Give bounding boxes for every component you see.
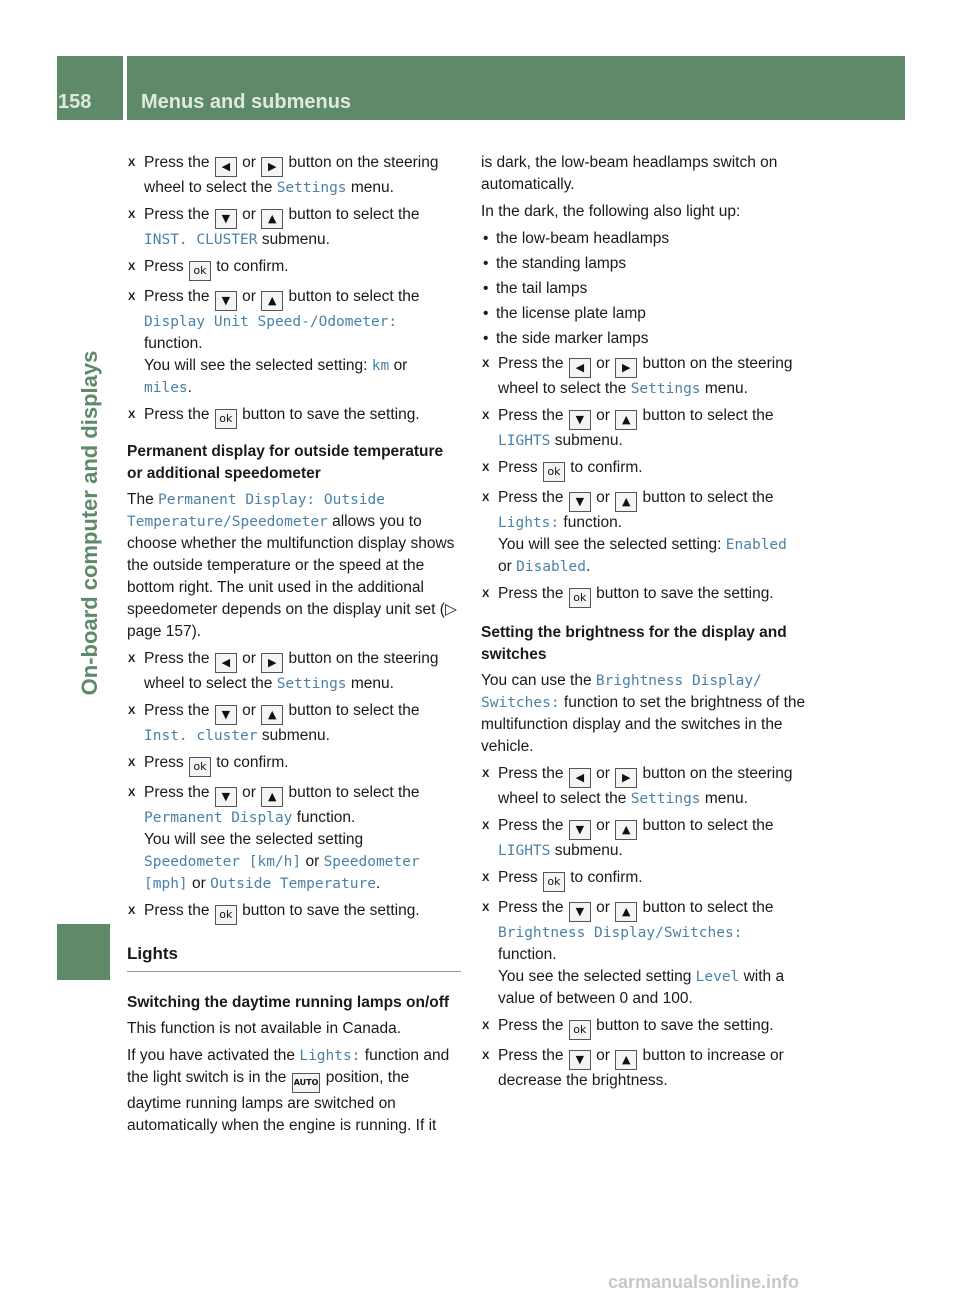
up-key-icon: ▲ [261, 209, 283, 229]
step-marker-icon: X [482, 358, 490, 370]
bullet-icon: • [483, 280, 489, 297]
submenu-name: INST. CLUSTER [144, 232, 258, 248]
function-name: Display Unit Speed-/Odometer: [144, 314, 398, 330]
section-title-lights: Lights [127, 943, 461, 972]
step: X Press the ▼ or ▲ button to select the Permanent Display function. You will see the selected setting Speedometer [km/h] or Speedometer [mph] or Outside Temperature. [128, 784, 420, 892]
left-key-icon: ◀ [569, 768, 591, 788]
up-key-icon: ▲ [261, 705, 283, 725]
paragraph: The Permanent Display: Outside Temperature/Speedometer allows you to choose whether the multifunction display shows the outside temperature or the speed at the bottom right. The unit used in the additional speedometer depends on the display unit set (▷ page 157). [127, 491, 457, 640]
step: X Press the ok button to save the setting. [481, 583, 815, 608]
up-key-icon: ▲ [615, 492, 637, 512]
auto-switch-icon: AUTO [292, 1073, 321, 1093]
up-key-icon: ▲ [615, 410, 637, 430]
step-marker-icon: X [482, 588, 490, 600]
ok-key-icon: ok [569, 1020, 591, 1040]
step-marker-icon: X [128, 787, 136, 799]
down-key-icon: ▼ [569, 492, 591, 512]
step-marker-icon: X [128, 409, 136, 421]
ok-key-icon: ok [543, 872, 565, 892]
step: X Press the ▼ or ▲ button to select the Lights: function. You will see the selected setting: Enabled or Disabled. [482, 489, 787, 575]
bullet-icon: • [483, 230, 489, 247]
bullet-icon: • [483, 255, 489, 272]
right-key-icon: ▶ [615, 358, 637, 378]
step-marker-icon: X [128, 705, 136, 717]
step: X Press the ok button to save the setting. [481, 1015, 815, 1040]
section-heading: Setting the brightness for the display and switches [481, 624, 787, 663]
header-bar [127, 56, 905, 120]
down-key-icon: ▼ [569, 902, 591, 922]
step-marker-icon: X [482, 820, 490, 832]
step: X Press ok to confirm. [127, 256, 461, 281]
down-key-icon: ▼ [215, 209, 237, 229]
paragraph: If you have activated the Lights: function and the light switch is in the AUTO position, the daytime running lamps are switched on automatically when the engine is running. If it [127, 1047, 450, 1134]
step-marker-icon: X [482, 872, 490, 884]
step-marker-icon: X [128, 157, 136, 169]
down-key-icon: ▼ [215, 787, 237, 807]
down-key-icon: ▼ [215, 705, 237, 725]
ok-key-icon: ok [543, 462, 565, 482]
step-marker-icon: X [128, 261, 136, 273]
step: X Press ok to confirm. [127, 752, 461, 777]
right-column [481, 152, 815, 1097]
step: X Press the ▼ or ▲ button to select the INST. CLUSTER submenu. [128, 206, 420, 248]
step-marker-icon: X [128, 209, 136, 221]
right-key-icon: ▶ [615, 768, 637, 788]
step-marker-icon: X [482, 410, 490, 422]
step-marker-icon: X [128, 905, 136, 917]
list-item: • the license plate lamp [481, 303, 815, 325]
down-key-icon: ▼ [569, 410, 591, 430]
left-column [127, 152, 461, 1142]
ok-key-icon: ok [569, 588, 591, 608]
up-key-icon: ▲ [261, 787, 283, 807]
section-heading: Permanent display for outside temperature or additional speedometer [127, 443, 444, 482]
side-marker-block [57, 924, 110, 980]
paragraph: You can use the Brightness Display/ Switches: function to set the brightness of the multifunction display and the switches in the vehicle. [481, 672, 806, 755]
side-label: On-board computer and displays [77, 350, 102, 696]
right-key-icon: ▶ [261, 653, 283, 673]
down-key-icon: ▼ [569, 1050, 591, 1070]
step: X Press ok to confirm. [481, 867, 815, 892]
list-item: • the tail lamps [481, 278, 815, 300]
step-marker-icon: X [482, 1050, 490, 1062]
list-item: • the standing lamps [481, 253, 815, 275]
down-key-icon: ▼ [215, 291, 237, 311]
step: X Press the ▼ or ▲ button to select the Inst. cluster submenu. [128, 702, 420, 744]
bullet-icon: • [483, 330, 489, 347]
up-key-icon: ▲ [615, 902, 637, 922]
step: X Press the ▼ or ▲ button to select the LIGHTS submenu. [482, 407, 774, 449]
step-marker-icon: X [128, 757, 136, 769]
step: X Press the ◀ or ▶ button on the steering wheel to select the Settings menu. [482, 765, 793, 807]
left-key-icon: ◀ [215, 653, 237, 673]
step-marker-icon: X [482, 462, 490, 474]
ok-key-icon: ok [215, 905, 237, 925]
up-key-icon: ▲ [615, 820, 637, 840]
step: X Press the ok button to save the setting. [127, 404, 461, 429]
step: X Press the ▼ or ▲ button to select the LIGHTS submenu. [482, 817, 774, 859]
step-marker-icon: X [128, 653, 136, 665]
ok-key-icon: ok [189, 757, 211, 777]
step-marker-icon: X [482, 902, 490, 914]
list-item: • the low-beam headlamps [481, 228, 815, 250]
step: X Press the ▼ or ▲ button to select the Brightness Display/Switches: function. You see the selected setting Level with a value of between 0 and 100. [482, 899, 785, 1007]
page-title: Menus and submenus [141, 91, 352, 113]
step: X Press the ▼ or ▲ button to increase or decrease the brightness. [482, 1047, 784, 1089]
step-marker-icon: X [128, 291, 136, 303]
paragraph: This function is not available in Canada. [127, 1020, 401, 1037]
watermark: carmanualsonline.info [608, 1272, 800, 1292]
page-number-tab [57, 56, 123, 120]
step-marker-icon: X [482, 768, 490, 780]
side-tab [57, 122, 123, 924]
list-item: • the side marker lamps [481, 328, 815, 350]
paragraph: In the dark, the following also light up: [481, 203, 741, 220]
bullet-icon: • [483, 305, 489, 322]
step: X Press the ◀ or ▶ button on the steering wheel to select the Settings menu. [128, 154, 439, 196]
step-marker-icon: X [482, 492, 490, 504]
left-key-icon: ◀ [569, 358, 591, 378]
step: X Press ok to confirm. [481, 457, 815, 482]
up-key-icon: ▲ [615, 1050, 637, 1070]
section-heading: Switching the daytime running lamps on/off [127, 994, 450, 1011]
page-number: 158 [58, 91, 92, 113]
down-key-icon: ▼ [569, 820, 591, 840]
ok-key-icon: ok [215, 409, 237, 429]
right-key-icon: ▶ [261, 157, 283, 177]
step-marker-icon: X [482, 1020, 490, 1032]
step: X Press the ▼ or ▲ button to select the Display Unit Speed-/Odometer: function. You will see the selected setting: km or miles. [128, 288, 420, 396]
ok-key-icon: ok [189, 261, 211, 281]
step: X Press the ◀ or ▶ button on the steering wheel to select the Settings menu. [128, 650, 439, 692]
step: X Press the ◀ or ▶ button on the steering wheel to select the Settings menu. [482, 355, 793, 397]
menu-name: Settings [276, 180, 347, 196]
paragraph: is dark, the low-beam headlamps switch on automatically. [481, 154, 778, 193]
left-key-icon: ◀ [215, 157, 237, 177]
step: X Press the ok button to save the setting. [127, 900, 461, 925]
up-key-icon: ▲ [261, 291, 283, 311]
